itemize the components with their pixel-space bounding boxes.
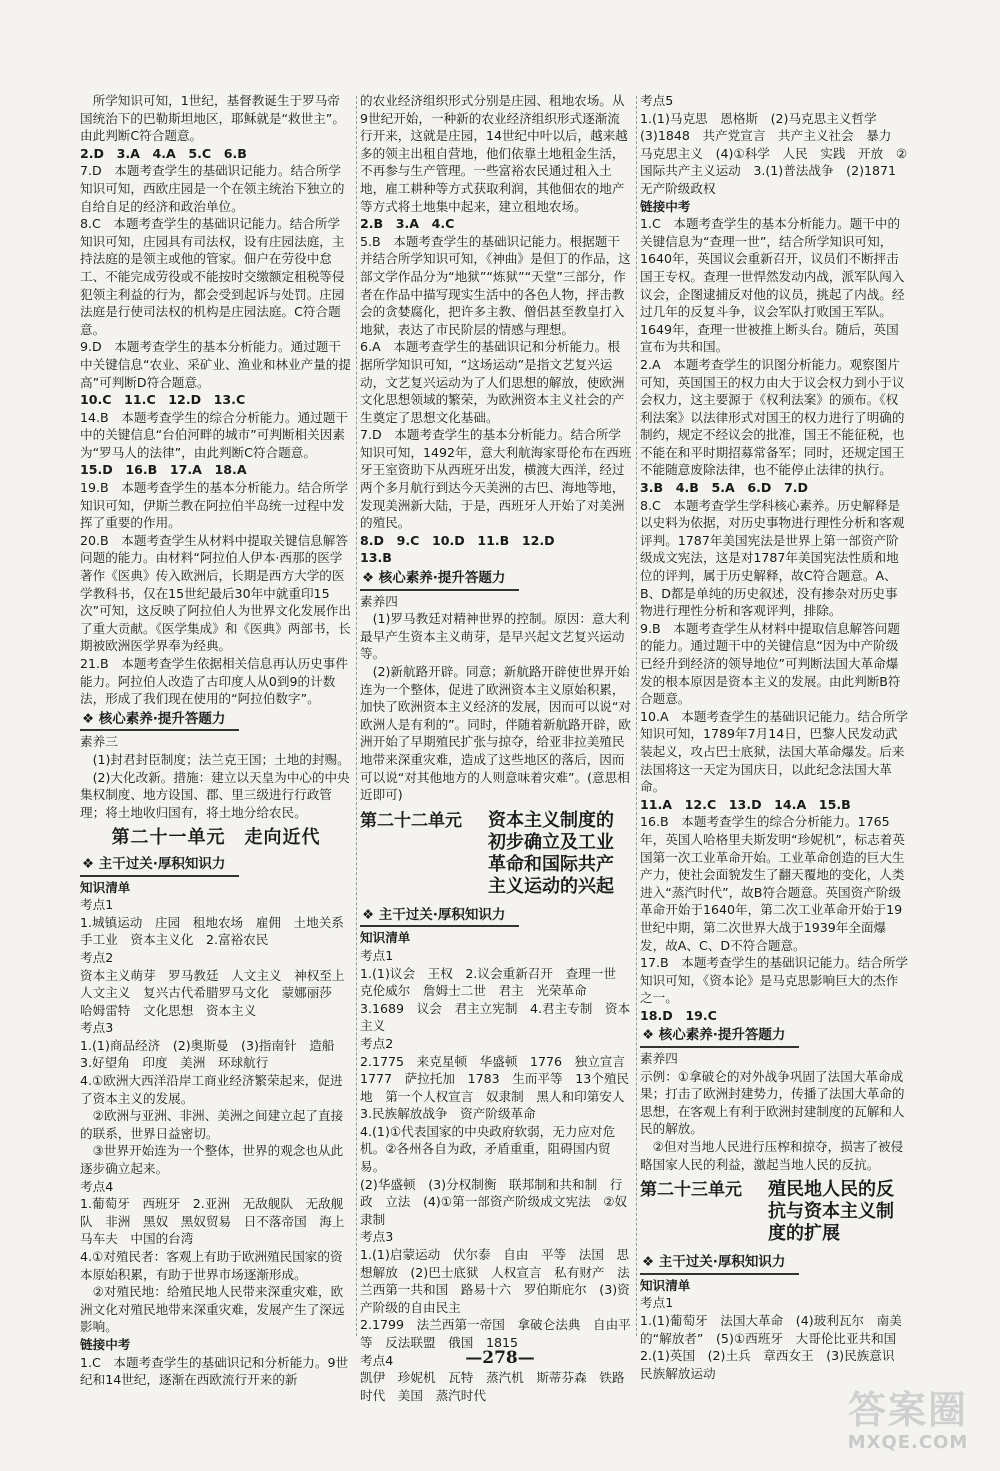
answer-line: 1.(1)议会 王权 2.议会重新召开 查理一世 克伦威尔 詹姆士二世 君主 光荣革命 3.1689 议会 君主立宪制 4.君主专制 资本主义	[360, 965, 631, 1034]
answer-line: 1.(1)启蒙运动 伏尔泰 自由 平等 法国 思想解放 (2)巴士底狱 人权宣言 私有财产 法兰西第一共和国 路易十六 罗伯斯庇尔 (3)资产阶级的自由民主	[360, 1247, 630, 1315]
answer-key-line: 知识清单	[360, 930, 411, 946]
answer-line: 6.A 本题考查学生的基础识记和分析能力。根据所学知识可知，“这场运动”是指文艺复兴运动，文艺复兴运动为了人们思想的解放，使欧洲文化思想领域的繁荣，为欧洲资本主义社会的产生奠定了思想文化基础。	[360, 339, 625, 425]
answer-line: 1.(1)马克思 恩格斯 (2)马克思主义哲学 (3)1848 共产党宣言 共产主义社会 暴力 马克思主义 (4)①科学 人民 实践 开放 ②国际共产主义运动 3.(1)普法战争 (2)1871 无产阶级政权	[640, 110, 909, 196]
section-heading: ❖ 核心素养·提升答题力	[640, 1027, 799, 1048]
answer-line: 示例：①拿破仑的对外战争巩固了法国大革命成果；打击了欧洲封建势力，传播了法国大革命的思想，在客观上有利于欧洲封建制度的瓦解和人民的解放。	[640, 1068, 905, 1137]
answer-line: (2)大化改新。措施：建立以天皇为中心的中央集权制度、地方设国、郡、里三级进行行政管理；将土地收归国有，将土地分给农民。	[80, 769, 350, 820]
answer-line: 10.A 本题考查学生的基础识记能力。结合所学知识可知，1789年7月14日，巴黎人民发动武装起义，攻占巴士底狱，法国大革命爆发。后来法国将这一天定为国庆日，以此纪念法国大革命。	[640, 708, 908, 795]
answer-line: 凯伊 珍妮机 瓦特 蒸汽机 斯蒂芬森 铁路时代 美国 蒸汽时代	[360, 1370, 625, 1403]
answer-line: 考点1	[640, 1295, 674, 1311]
answer-line: 的农业经济组织形式分别是庄园、租地农场。从9世纪开始，一种新的农业经济组织形式逐渐流行开来，这就是庄园，14世纪中叶以后，越来越多的领主出租自营地，他们依靠土地租金生活，不再参与生产管理。一些富裕农民通过租入土地，雇工耕种等方式获取利润，其他佃农的地产等方式将土地集中起来，建立租地农场。	[360, 93, 628, 214]
watermark-text: 答案圈	[847, 1388, 968, 1432]
answer-line: 8.C 本题考查学生的基础识记能力。结合所学知识可知，庄园具有司法权，设有庄园法庭，主持法庭的是领主或他的管家。佃户在劳役中怠工、不能完成劳役或不能按时交缴额定租税等侵犯领主利益的行为，都会受到起诉与处罚。庄园法庭是行使司法权的机构是庄园法庭。C符合题意。	[80, 216, 345, 337]
answer-line: 考点5	[640, 93, 674, 108]
section-heading: ❖ 主干过关·厚积知识力	[640, 1254, 799, 1275]
answer-line: 20.B 本题考查学生从材料中提取关键信息解答问题的能力。由材料“阿拉伯人伊本·西那的医学著作《医典》传入欧洲后，长期是西方大学的医学教科书，仅在15世纪最后30年中就重印15次”可知，这反映了阿拉伯人为世界文化发展作出了重大贡献。《医学集成》和《医典》两部书，长期被欧洲医学界奉为经典。	[80, 532, 351, 654]
unit-title-text: 第二十二单元 资本主义制度的初步确立及工业革命和国际共产主义运动的兴起	[360, 809, 614, 897]
answer-line: 5.B 本题考查学生的基础识记能力。根据题干并结合所学知识可知，《神曲》是但丁的作品，这部文学作品分为“地狱”“炼狱”“天堂”三部分，作者在作品中描写现实生活中的各色人物，抨击教会的贪婪腐化，把许多主教、僧侣甚至教皇打入地狱，表达了市民阶层的情感与理想。	[360, 233, 631, 337]
answer-line: 4.①欧洲大西洋沿岸工商业经济繁荣起来，促进了资本主义的发展。	[80, 1073, 343, 1106]
unit-title-text: 第二十三单元 殖民地人民的反抗与资本主义制度的扩展	[640, 1179, 894, 1245]
answer-line: ②对殖民地：给殖民地人民带来深重灾难，欧洲文化对殖民地带来深重灾难，发展产生了深远影响。	[80, 1284, 345, 1335]
answer-key-line: 3.B 4.B 5.A 6.D 7.D	[640, 480, 808, 496]
answer-line: 1.葡萄牙 西班牙 2.亚洲 无敌舰队 无敌舰队 非洲 黑奴 黑奴贸易 日不落帝国 海上马车夫 中国的台湾	[80, 1196, 345, 1247]
answer-line: 考点1	[360, 947, 394, 963]
column-left	[80, 92, 358, 1388]
answer-line: 考点1	[80, 897, 114, 913]
answer-line: 7.D 本题考查学生的基本分析能力。结合所学知识可知，1492年，意大利航海家哥伦布在西班牙王室资助下从西班牙出发，横渡大西洋，经过两个多月航行到达今天美洲的古巴、海地等地，发现美洲新大陆，于是，西班牙人开始了对美洲的殖民。	[360, 427, 632, 531]
answer-line: 9.D 本题考查学生的基本分析能力。通过题干中关键信息“农业、采矿业、渔业和林业产量的提高”可判断D符合题意。	[80, 339, 351, 390]
section-heading: ❖ 核心素养·提升答题力	[80, 711, 239, 732]
section-heading: ❖ 主干过关·厚积知识力	[80, 856, 239, 877]
answer-line: 2.1775 来克星顿 华盛顿 1776 独立宣言 1777 萨拉托加 1783 生而平等 13个殖民地 第一个人权宣言 奴隶制 黑人和印第安人 3.民族解放战争 资产阶级革命	[360, 1053, 638, 1122]
answer-line: (1)封君封臣制度；法兰克王国；土地的封赐。	[92, 751, 350, 767]
unit-title	[360, 810, 632, 898]
answer-line: 考点4	[360, 1352, 394, 1368]
column-divider	[636, 96, 637, 1336]
answer-line: 17.B 本题考查学生的基础识记能力。结合所学知识可知，《资本论》是马克思影响巨大的杰作之一。	[640, 955, 908, 1006]
answer-line: 考点3	[360, 1229, 394, 1245]
unit-title	[640, 1179, 910, 1245]
column-right	[640, 92, 910, 1381]
answer-key-line: 11.A 12.C 13.D 14.A 15.B	[640, 796, 851, 812]
answer-line: 考点2	[80, 949, 114, 965]
section-heading: ❖ 主干过关·厚积知识力	[360, 907, 519, 928]
answer-line: 14.B 本题考查学生的综合分析能力。通过题干中的关键信息“台伯河畔的城市”可判断相关因素为“罗马人的法律”，由此判断C符合题意。	[80, 409, 348, 460]
answer-line: 21.B 本题考查学生依据相关信息再认历史事件能力。阿拉伯人改造了古印度人从0到9的计数法，形成了我们现在使用的“阿拉伯数字”。	[80, 656, 348, 707]
answer-line: 素养四	[360, 593, 398, 609]
answer-line: 19.B 本题考查学生的基本分析能力。结合所学知识可知，伊斯兰教在阿拉伯半岛统一过程中发挥了重要的作用。	[80, 480, 348, 531]
answer-line: 所学知识可知，1世纪，基督教诞生于罗马帝国统治下的巴勒斯坦地区，耶稣就是“救世主”。由此判断C符合题意。	[80, 93, 345, 144]
answer-line: 2.1799 法兰西第一帝国 拿破仑法典 自由平等 反法联盟 俄国 1815	[360, 1317, 631, 1350]
answer-line: 16.B 本题考查学生的综合分析能力。1765年，英国人哈格里夫斯发明“珍妮机”，标志着英国第一次工业革命开始。工业革命创造的巨大生产力，使社会面貌发生了翻天覆地的变化，人类进入“蒸汽时代”，故B符合题意。英国资产阶级革命开始于1640年，第二次工业革命开始于19世纪中期，第二次世界大战于1939年全面爆发，故A、C、D不符合题意。	[640, 814, 905, 953]
watermark-url: MXQE.COM	[847, 1432, 969, 1453]
answer-line: 7.D 本题考查学生的基础识记能力。结合所学知识可知，西欧庄园是一个在领主统治下独立的自给自足的经济和政治单位。	[80, 163, 345, 214]
answer-key-line: 2.B 3.A 4.C	[360, 216, 455, 232]
answer-key-line: 10.C 11.C 12.D 13.C	[80, 392, 246, 408]
column-divider	[356, 96, 357, 1336]
answer-line: 4.①对殖民者：客观上有助于欧洲殖民国家的资本原始积累，有助于世界市场逐渐形成。	[80, 1249, 343, 1282]
page-number: —278—	[465, 1348, 535, 1368]
answer-key-line: 2.D 3.A 4.A 5.C 6.B	[80, 145, 247, 161]
answer-line: 1.城镇运动 庄园 租地农场 雇佣 土地关系 手工业 资本主义化 2.富裕农民	[80, 914, 357, 948]
section-heading: ❖ 核心素养·提升答题力	[360, 570, 519, 591]
answer-line: 2.A 本题考查学生的识图分析能力。观察图片可知，英国国王的权力由大于议会权力到小于议会权力，这主要源于《权利法案》的颁布。《权利法案》以法律形式对国王的权力进行了明确的制约，规定不经议会的批准，国王不能征税，也不能在和平时期招募常备军；同时，还规定国王不能随意废除法律，也不能停止法律的执行。	[640, 356, 905, 478]
answer-key-line: 8.D 9.C 10.D 11.B 12.D	[360, 532, 555, 548]
answer-line: 4.(1)①代表国家的中央政府软弱，无力应对危机。②各州各自为政，矛盾重重，阻碍国内贸易。	[360, 1123, 616, 1175]
answer-line: ③世界开始连为一个整体，世界的观念也从此逐步确立起来。	[80, 1143, 344, 1177]
answer-line: 1.C 本题考查学生的基础识记和分析能力。9世纪和14世纪，逐渐在西欧流行开来的新	[80, 1354, 349, 1388]
answer-line: 1.(1)葡萄牙 法国大革命 (4)玻利瓦尔 南美的“解放者” (5)①西班牙 大哥伦比亚共和国	[640, 1313, 902, 1346]
answer-line: ②但对当地人民进行压榨和掠夺，损害了被侵略国家人民的利益，激起当地人民的反抗。	[640, 1139, 904, 1172]
answer-line: 9.B 本题考查学生从材料中提取信息解答问题的能力。通过题干中的关键信息“因为中产阶级已经升到经济的领导地位”可判断法国大革命爆发的根本原因是资本主义的发展。由此判断B符合题意。	[640, 620, 901, 707]
answer-line: ②欧洲与亚洲、非洲、美洲之间建立起了直接的联系，世界日益密切。	[80, 1108, 344, 1141]
watermark-logo	[818, 1388, 998, 1468]
answer-key-line: 链接中考	[640, 198, 691, 214]
answer-key-line: 15.D 16.B 17.A 18.A	[80, 462, 247, 478]
answer-line: 考点4	[80, 1178, 114, 1194]
answer-line: (2)华盛顿 (3)分权制衡 联邦制和共和制 行政 立法 (4)①第一部资产阶级成文宪法 ②奴隶制	[360, 1176, 628, 1227]
answer-key-line: 18.D 19.C	[640, 1007, 717, 1023]
answer-line: 2.(1)英国 (2)土兵 章西女王 (3)民族意识 民族解放运动	[640, 1348, 908, 1381]
answer-line: 资本主义萌芽 罗马教廷 人文主义 神权至上 人文主义 复兴古代希腊罗马文化 蒙娜丽莎 哈姆雷特 文化思想 资本主义	[80, 967, 358, 1018]
answer-line: 素养三	[80, 734, 118, 750]
answer-line: (2)新航路开辟。同意；新航路开辟使世界开始连为一个整体，促进了欧洲资本主义原始积累，加快了欧洲资本主义经济的发展，因而可以说“对欧洲人是有利的”。同时，伴随着新航路开辟，欧洲开始了早期殖民扩张与掠夺，给亚非拉美殖民地带来深重灾难，造成了这些地区的落后，因而可以说“对其他地方的人则意味着灾难”。(意思相近即可)	[360, 664, 631, 803]
answer-line: 考点3	[80, 1020, 114, 1036]
answer-line: 素养四	[640, 1051, 678, 1067]
answer-key-line: 知识清单	[640, 1277, 691, 1293]
answer-line: 考点2	[360, 1035, 394, 1051]
answer-key-line: 13.B	[360, 550, 392, 566]
answer-key-line: 知识清单	[80, 879, 131, 895]
answer-key-line: 链接中考	[80, 1336, 131, 1352]
answer-line: 1.(1)商品经济 (2)奥斯曼 (3)指南针 造船 3.好望角 印度 美洲 环球航行	[80, 1037, 348, 1071]
answer-line: 8.C 本题考查学生学科核心素养。历史解释是以史料为依据，对历史事物进行理性分析和客观评判。1787年美国宪法是世界上第一部资产阶级成文宪法，这是对1787年美国宪法性质和地位的评判，属于历史解释，故C符合题意。A、B、D都是单纯的历史叙述，没有掺杂对历史事物进行理性分析和客观评判，排除。	[640, 497, 905, 619]
unit-title: 第二十一单元 走向近代	[111, 827, 321, 849]
answer-line: (1)罗马教廷对精神世界的控制。原因：意大利最早产生资本主义萌芽，是早兴起文艺复兴运动等。	[360, 611, 630, 662]
answer-line: 1.C 本题考查学生的基本分析能力。题干中的关键信息为“查理一世”，结合所学知识可知，1640年，英国议会重新召开，议员们不断抨击国王专权。查理一世悍然发动内战，派军队闯入议会，企图逮捕反对他的议员，挑起了内战。经过几年的反复斗争，议会军队打败国王军队。1649年，查理一世被推上断头台。随后，英国宣布为共和国。	[640, 216, 905, 355]
